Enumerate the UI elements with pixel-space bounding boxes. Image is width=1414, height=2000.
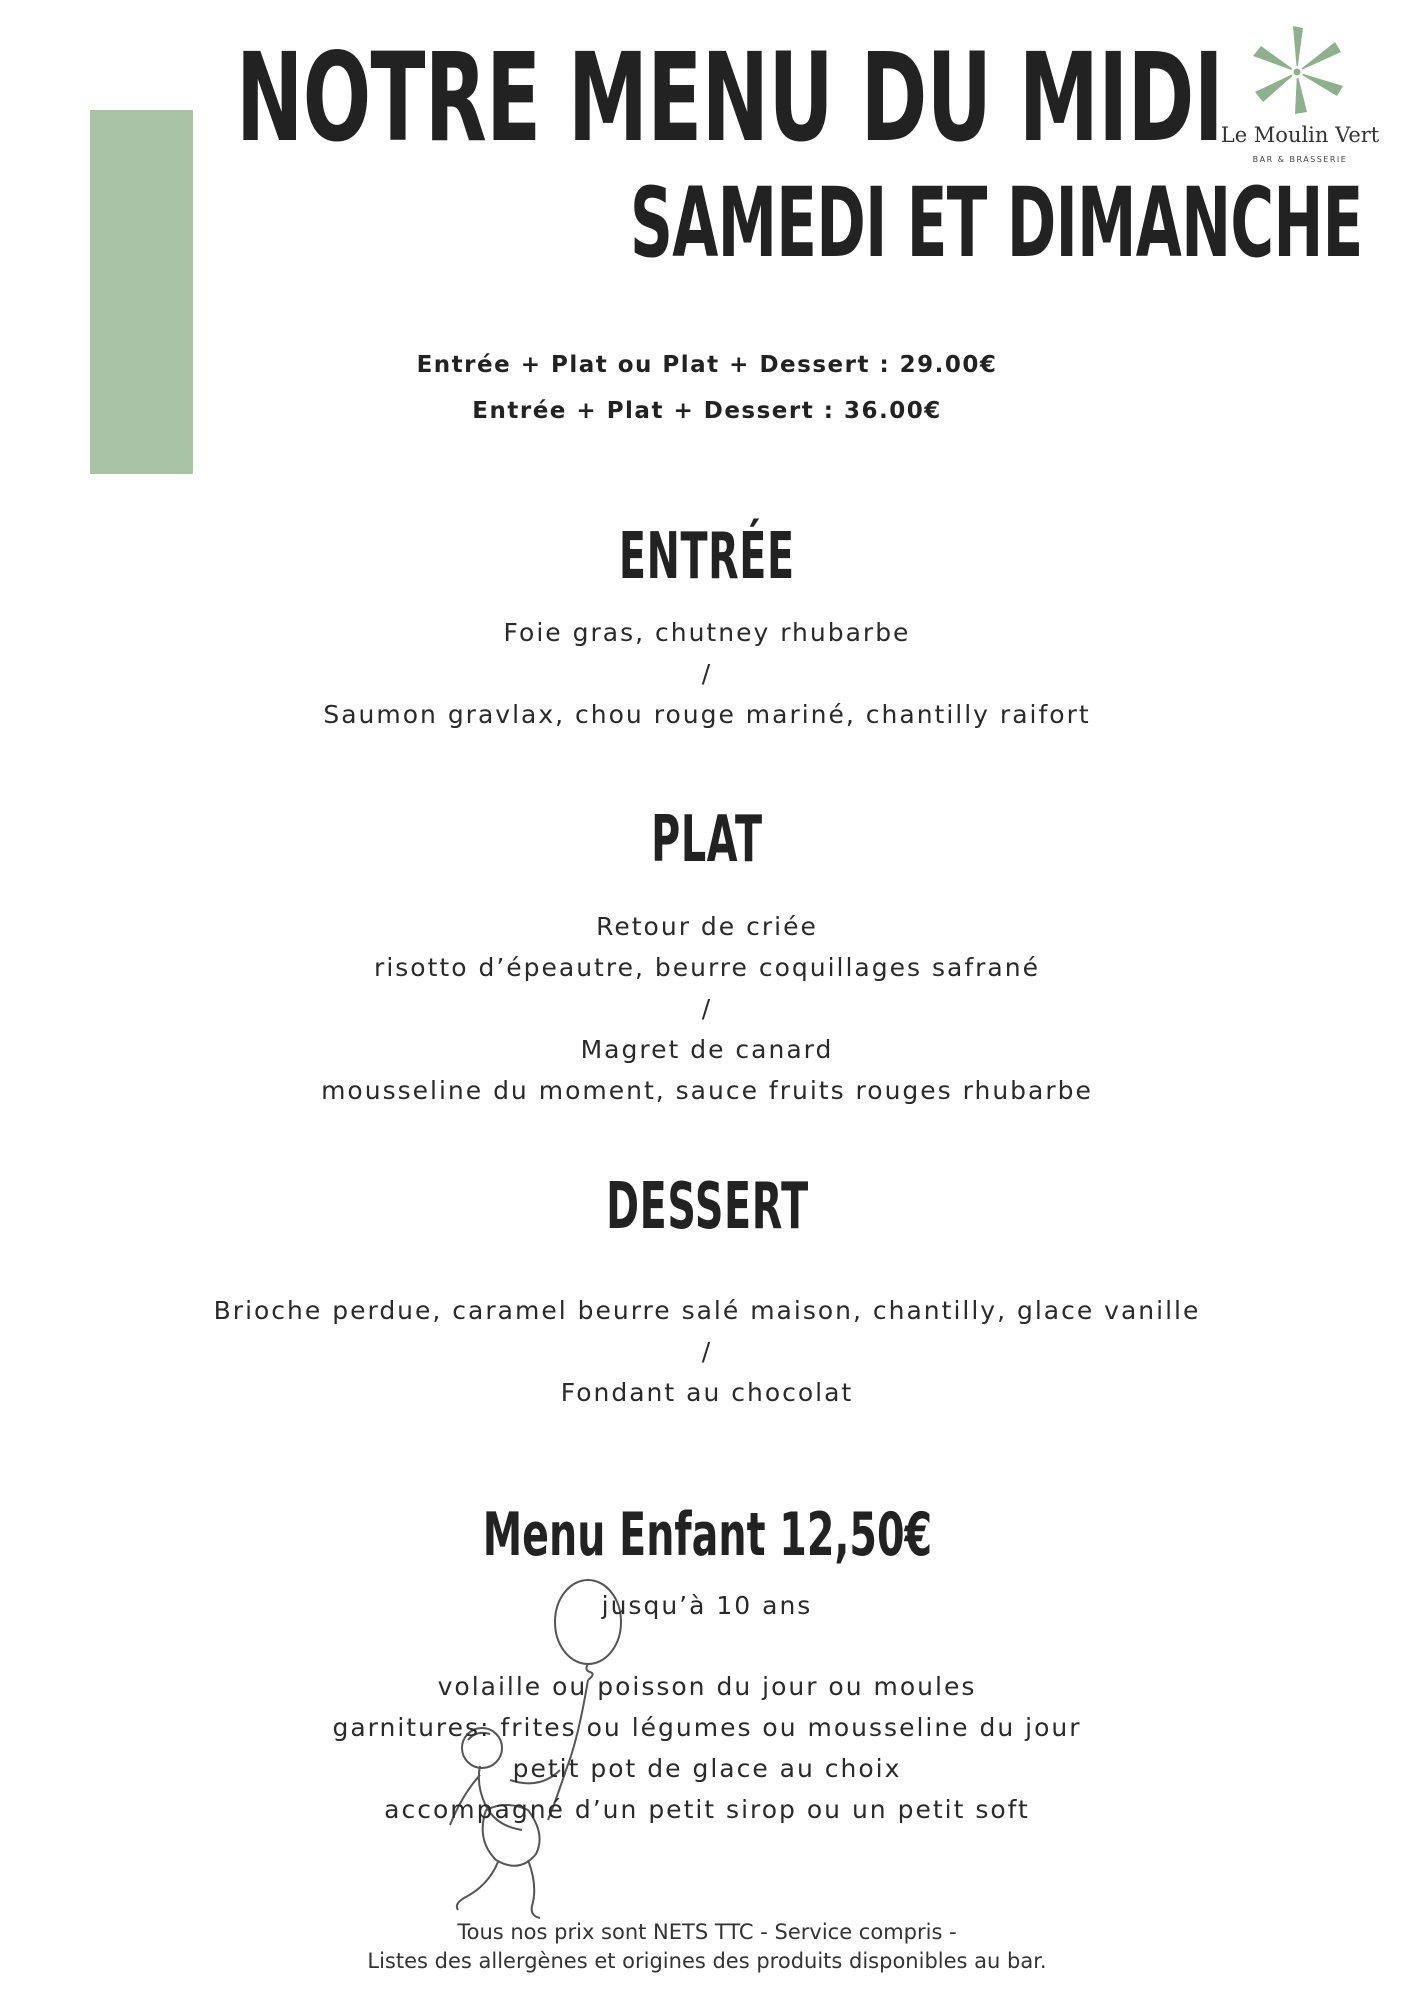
- logo-name: Le Moulin Vert: [1220, 123, 1380, 147]
- footer-prices-note: Tous nos prix sont NETS TTC - Service compris -: [457, 1920, 957, 1944]
- kids-menu-line: petit pot de glace au choix: [512, 1754, 902, 1783]
- page-title: NOTRE MENU DU MIDI: [236, 27, 1223, 169]
- kids-menu-title: Menu Enfant 12,50€: [482, 1500, 932, 1570]
- kids-menu-line: garnitures: frites ou légumes ou mousseline du jour: [332, 1713, 1082, 1742]
- restaurant-logo: [1190, 20, 1410, 170]
- plat-line: Retour de criée: [596, 912, 818, 941]
- price-formula-1: Entrée + Plat ou Plat + Dessert : 29.00€: [416, 352, 998, 378]
- kids-menu-line: volaille ou poisson du jour ou moules: [437, 1672, 977, 1701]
- price-formula-2: Entrée + Plat + Dessert : 36.00€: [472, 398, 942, 424]
- section-title-plat: PLAT: [651, 803, 763, 877]
- plat-line: mousseline du moment, sauce fruits rouges rhubarbe: [321, 1076, 1093, 1105]
- entree-line: Foie gras, chutney rhubarbe: [503, 618, 911, 647]
- logo-tagline: BAR & BRASSERIE: [1252, 155, 1348, 164]
- entree-separator: /: [701, 659, 713, 688]
- section-title-entree: ENTRÉE: [619, 520, 795, 594]
- page-subtitle: SAMEDI ET DIMANCHE: [630, 167, 1363, 279]
- entree-line: Saumon gravlax, chou rouge mariné, chantilly raifort: [323, 700, 1091, 729]
- section-title-dessert: DESSERT: [605, 1170, 809, 1244]
- dessert-line: Fondant au chocolat: [560, 1378, 854, 1407]
- windmill-flower-icon: [1190, 20, 1410, 120]
- plat-line: Magret de canard: [580, 1035, 834, 1064]
- kids-menu-age: jusqu’à 10 ans: [601, 1591, 813, 1620]
- kids-menu-line: accompagné d’un petit sirop ou un petit soft: [384, 1795, 1030, 1824]
- dessert-line: Brioche perdue, caramel beurre salé maison, chantilly, glace vanille: [213, 1296, 1201, 1325]
- footer-allergens-note: Listes des allergènes et origines des produits disponibles au bar.: [367, 1949, 1047, 1973]
- plat-separator: /: [701, 994, 713, 1023]
- dessert-separator: /: [701, 1337, 713, 1366]
- plat-line: risotto d’épeautre, beurre coquillages safrané: [374, 953, 1040, 982]
